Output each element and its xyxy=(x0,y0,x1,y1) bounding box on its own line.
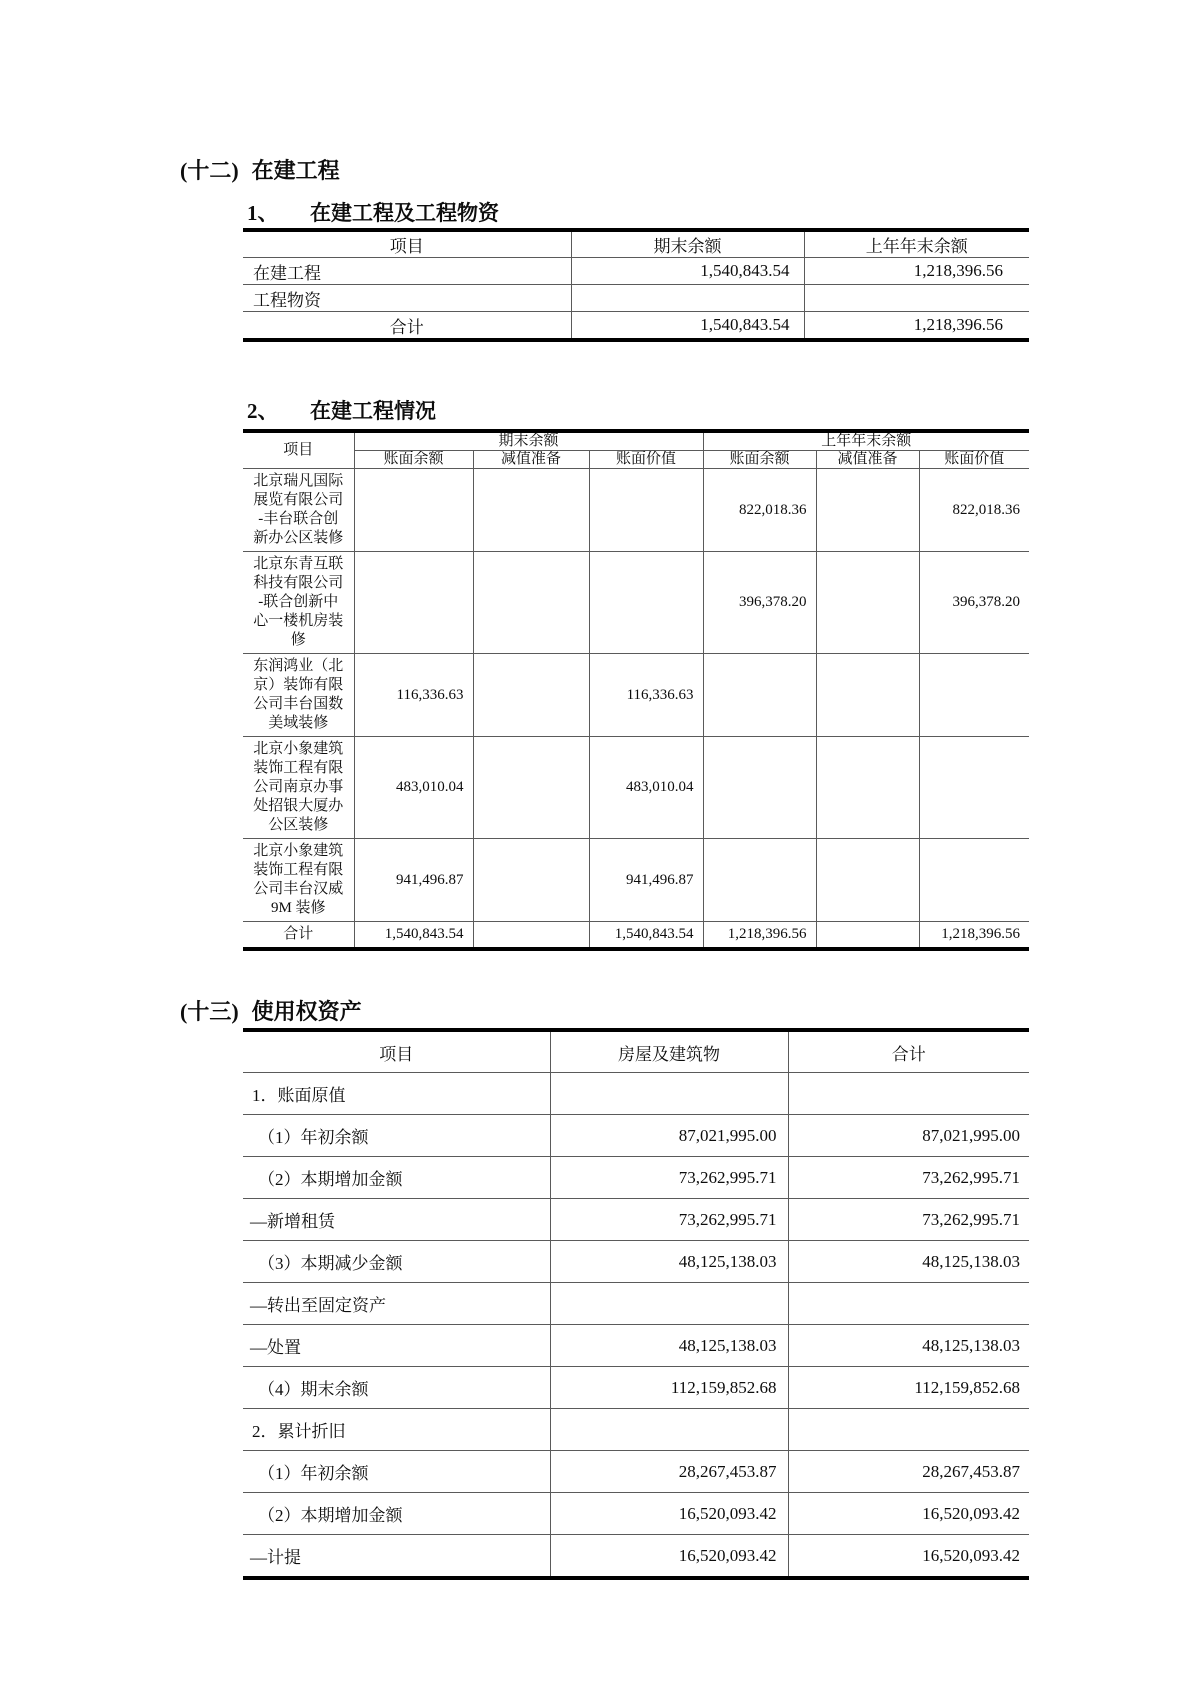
cell-buildings-value xyxy=(550,1283,788,1325)
cell-item: —处置 xyxy=(243,1325,550,1367)
section-number: (十三) xyxy=(180,999,239,1024)
column-header-item: 项目 xyxy=(243,1030,550,1073)
cell-item: 合计 xyxy=(243,922,354,950)
cell-project-name: 东润鸿业（北京）装饰有限公司丰台国数美域装修 xyxy=(243,654,354,737)
cell-value: 941,496.87 xyxy=(589,839,703,922)
cell-value: 116,336.63 xyxy=(354,654,473,737)
cell-value xyxy=(473,737,589,839)
cell-item: —转出至固定资产 xyxy=(243,1283,550,1325)
cell-item: （1）年初余额 xyxy=(243,1115,550,1157)
cell-buildings-value xyxy=(550,1409,788,1451)
cell-total-value xyxy=(788,1283,1029,1325)
cell-buildings-value: 16,520,093.42 xyxy=(550,1535,788,1579)
column-header-book-balance: 账面余额 xyxy=(703,451,816,469)
cell-item: 在建工程 xyxy=(243,258,571,285)
table-row xyxy=(243,1157,1029,1199)
cell-buildings-value: 87,021,995.00 xyxy=(550,1115,788,1157)
cell-value xyxy=(703,839,816,922)
cell-item: —新增租赁 xyxy=(243,1199,550,1241)
cell-value xyxy=(473,552,589,654)
cell-value xyxy=(816,654,919,737)
column-header-item: 项目 xyxy=(243,431,354,469)
table-row xyxy=(243,469,1029,552)
cell-total-value: 73,262,995.71 xyxy=(788,1199,1029,1241)
section-title: 使用权资产 xyxy=(251,999,362,1024)
cell-buildings-value: 112,159,852.68 xyxy=(550,1367,788,1409)
table-row xyxy=(243,1535,1029,1579)
cell-value: 483,010.04 xyxy=(354,737,473,839)
cell-item: 1．账面原值 xyxy=(243,1073,550,1115)
cell-value xyxy=(703,654,816,737)
cell-prior-balance: 1,218,396.56 xyxy=(804,258,1029,285)
table-header-row xyxy=(243,230,1029,258)
cell-ending-balance: 1,540,843.54 xyxy=(571,258,804,285)
cell-value xyxy=(816,469,919,552)
rou-assets-table xyxy=(243,1028,1029,1580)
column-header-item: 项目 xyxy=(243,230,571,258)
column-header-prior-year-balance: 上年年末余额 xyxy=(804,230,1029,258)
cell-buildings-value: 48,125,138.03 xyxy=(550,1325,788,1367)
cell-value xyxy=(816,552,919,654)
cell-total-value: 16,520,093.42 xyxy=(788,1535,1029,1579)
cell-total-value: 73,262,995.71 xyxy=(788,1157,1029,1199)
cell-buildings-value: 73,262,995.71 xyxy=(550,1199,788,1241)
table-row xyxy=(243,737,1029,839)
cell-value xyxy=(816,922,919,950)
group-header-prior-year-balance: 上年年末余额 xyxy=(703,431,1029,451)
cell-value: 941,496.87 xyxy=(354,839,473,922)
cell-buildings-value: 28,267,453.87 xyxy=(550,1451,788,1493)
table-row xyxy=(243,1409,1029,1451)
section-heading-cip xyxy=(180,0,1200,184)
section-heading-rou-assets xyxy=(180,999,1200,1025)
cell-total-value: 48,125,138.03 xyxy=(788,1241,1029,1283)
cell-item: （2）本期增加金额 xyxy=(243,1157,550,1199)
cell-value xyxy=(919,839,1029,922)
table-row xyxy=(243,552,1029,654)
cell-total-value: 28,267,453.87 xyxy=(788,1451,1029,1493)
cip-summary-table xyxy=(243,228,1029,342)
table-row xyxy=(243,1493,1029,1535)
cell-project-name: 北京小象建筑装饰工程有限公司南京办事处招银大厦办公区装修 xyxy=(243,737,354,839)
cell-value: 822,018.36 xyxy=(919,469,1029,552)
cell-value xyxy=(354,552,473,654)
cell-value xyxy=(473,922,589,950)
cell-project-name: 北京东青互联科技有限公司-联合创新中心一楼机房装修 xyxy=(243,552,354,654)
cell-value: 1,218,396.56 xyxy=(919,922,1029,950)
cell-value: 483,010.04 xyxy=(589,737,703,839)
cell-value xyxy=(703,737,816,839)
column-header-ending-balance: 期末余额 xyxy=(571,230,804,258)
table-row xyxy=(243,1325,1029,1367)
cell-value xyxy=(473,469,589,552)
table-row xyxy=(243,1367,1029,1409)
cell-prior-balance xyxy=(804,285,1029,312)
cell-project-name: 北京瑞凡国际展览有限公司-丰台联合创新办公区装修 xyxy=(243,469,354,552)
cell-buildings-value: 73,262,995.71 xyxy=(550,1157,788,1199)
cell-value: 1,218,396.56 xyxy=(703,922,816,950)
cell-value xyxy=(589,552,703,654)
cell-total-value: 87,021,995.00 xyxy=(788,1115,1029,1157)
cell-item: 工程物资 xyxy=(243,285,571,312)
cell-value: 1,540,843.54 xyxy=(354,922,473,950)
cell-value xyxy=(919,737,1029,839)
cell-project-name: 北京小象建筑装饰工程有限公司丰台汉威9M 装修 xyxy=(243,839,354,922)
cell-item: —计提 xyxy=(243,1535,550,1579)
subsection-number: 1、 xyxy=(247,201,279,225)
table-row xyxy=(243,1073,1029,1115)
subsection-number: 2、 xyxy=(247,399,279,423)
cell-item: （3）本期减少金额 xyxy=(243,1241,550,1283)
group-header-ending-balance: 期末余额 xyxy=(354,431,703,451)
cell-value xyxy=(589,469,703,552)
subsection-title: 在建工程情况 xyxy=(310,399,436,423)
table-row xyxy=(243,258,1029,285)
cell-value xyxy=(816,839,919,922)
cell-value xyxy=(473,654,589,737)
column-header-impairment: 减值准备 xyxy=(816,451,919,469)
table-row xyxy=(243,839,1029,922)
table-header-row xyxy=(243,1030,1029,1073)
column-header-book-value: 账面价值 xyxy=(589,451,703,469)
table-row xyxy=(243,1451,1029,1493)
table-row xyxy=(243,1241,1029,1283)
cell-value xyxy=(919,654,1029,737)
table-subheader-row xyxy=(243,451,1029,469)
cell-value: 1,540,843.54 xyxy=(589,922,703,950)
cell-value: 822,018.36 xyxy=(703,469,816,552)
cell-buildings-value: 48,125,138.03 xyxy=(550,1241,788,1283)
cell-item: 2．累计折旧 xyxy=(243,1409,550,1451)
table-group-header-row xyxy=(243,431,1029,451)
cell-value xyxy=(473,839,589,922)
column-header-buildings: 房屋及建筑物 xyxy=(550,1030,788,1073)
column-header-impairment: 减值准备 xyxy=(473,451,589,469)
table-row xyxy=(243,1115,1029,1157)
section-title: 在建工程 xyxy=(251,158,340,183)
cell-total-value: 48,125,138.03 xyxy=(788,1325,1029,1367)
cell-item: （4）期末余额 xyxy=(243,1367,550,1409)
cell-value xyxy=(354,469,473,552)
table-row xyxy=(243,654,1029,737)
cell-total-value: 16,520,093.42 xyxy=(788,1493,1029,1535)
table-total-row xyxy=(243,312,1029,341)
column-header-total: 合计 xyxy=(788,1030,1029,1073)
table-row xyxy=(243,285,1029,312)
cell-ending-balance: 1,540,843.54 xyxy=(571,312,804,341)
cell-value: 396,378.20 xyxy=(919,552,1029,654)
cell-buildings-value: 16,520,093.42 xyxy=(550,1493,788,1535)
cell-total-value xyxy=(788,1073,1029,1115)
section-number: (十二) xyxy=(180,158,239,183)
subsection-heading-cip-detail xyxy=(247,398,1200,424)
cell-value: 116,336.63 xyxy=(589,654,703,737)
cell-total-value: 112,159,852.68 xyxy=(788,1367,1029,1409)
cell-prior-balance: 1,218,396.56 xyxy=(804,312,1029,341)
column-header-book-balance: 账面余额 xyxy=(354,451,473,469)
cell-total-value xyxy=(788,1409,1029,1451)
column-header-book-value: 账面价值 xyxy=(919,451,1029,469)
cell-ending-balance xyxy=(571,285,804,312)
cell-item: 合计 xyxy=(243,312,571,341)
cell-value xyxy=(816,737,919,839)
table-row xyxy=(243,1199,1029,1241)
table-row xyxy=(243,1283,1029,1325)
cell-value: 396,378.20 xyxy=(703,552,816,654)
subsection-title: 在建工程及工程物资 xyxy=(310,201,499,225)
table-total-row xyxy=(243,922,1029,950)
cell-item: （2）本期增加金额 xyxy=(243,1493,550,1535)
subsection-heading-cip-materials xyxy=(247,200,1200,226)
cell-item: （1）年初余额 xyxy=(243,1451,550,1493)
cip-detail-table xyxy=(243,429,1029,951)
cell-buildings-value xyxy=(550,1073,788,1115)
